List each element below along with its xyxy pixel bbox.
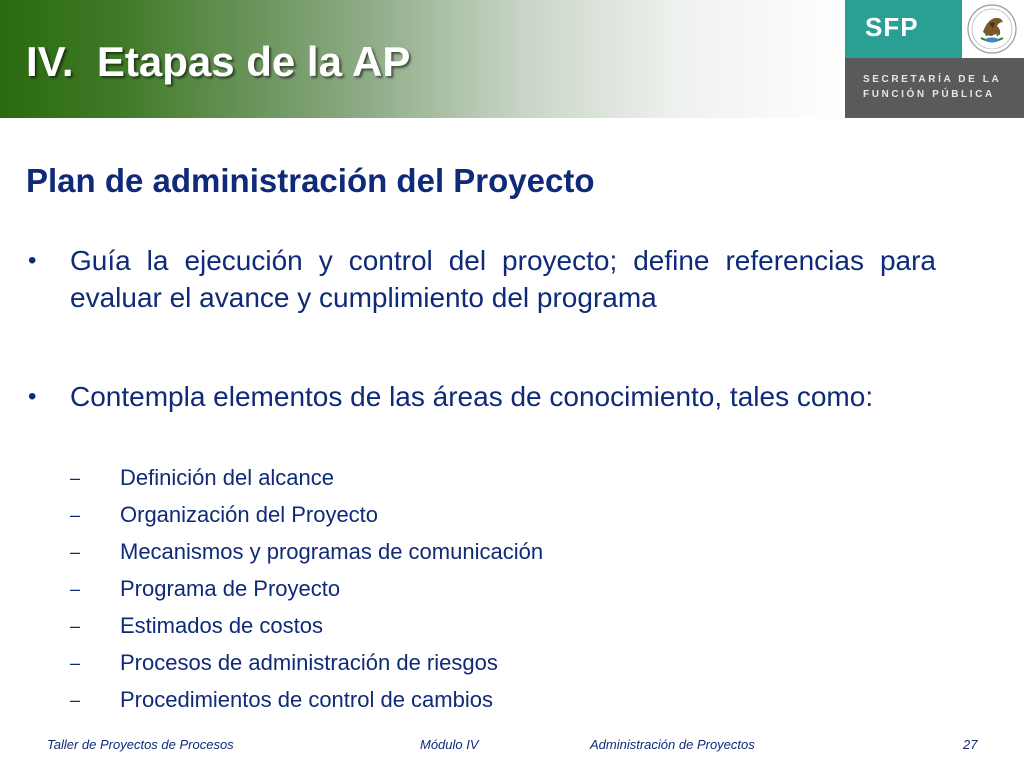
slide-title: IV. Etapas de la AP: [26, 38, 411, 85]
logo-line-2: FUNCIÓN PÚBLICA: [863, 89, 995, 100]
bullet-item: [28, 377, 936, 417]
bullet-text: Contempla elementos de las áreas de conocimiento, tales como:: [70, 381, 874, 412]
sub-item-text: Definición del alcance: [120, 465, 335, 490]
page-number: 27: [963, 737, 978, 752]
footer-module: Módulo IV: [420, 737, 479, 752]
sub-item-text: Procesos de administración de riesgos: [120, 650, 498, 675]
sub-item-text: Organización del Proyecto: [120, 502, 379, 527]
bullet-item: [28, 242, 936, 316]
logo-line-1: SECRETARÍA DE LA: [863, 74, 1002, 85]
sub-item-text: Mecanismos y programas de comunicación: [120, 539, 544, 564]
sub-item: [70, 649, 498, 677]
footer-subject: Administración de Proyectos: [590, 737, 755, 752]
sub-item: [70, 686, 493, 714]
bullet-marker: •: [28, 383, 37, 410]
sub-item: [70, 538, 544, 566]
sub-item-text: Programa de Proyecto: [120, 576, 341, 601]
sub-item-marker: –: [70, 690, 81, 710]
sub-item: [70, 501, 379, 529]
logo-bottom-panel: [845, 58, 1024, 118]
bullet-text: Guía la ejecución y control del proyecto; define referencias para evaluar el avance y cumplimiento del programa: [70, 245, 936, 313]
logo-top-panel: [845, 0, 1024, 58]
sfp-logo: [845, 0, 1024, 118]
sub-item: [70, 575, 341, 603]
bullet-marker: •: [28, 247, 37, 274]
slide-subtitle: Plan de administración del Proyecto: [26, 162, 595, 199]
sub-item-marker: –: [70, 505, 81, 525]
sub-item-text: Procedimientos de control de cambios: [120, 687, 493, 712]
sub-item-marker: –: [70, 616, 81, 636]
sub-item-marker: –: [70, 653, 81, 673]
sub-item-text: Estimados de costos: [120, 613, 323, 638]
logo-acronym: SFP: [865, 12, 919, 42]
sub-item-marker: –: [70, 579, 81, 599]
logo-acronym-box: [845, 0, 962, 58]
mexican-coat-of-arms-icon: [965, 2, 1019, 56]
sub-item-marker: –: [70, 542, 81, 562]
footer-course-title: Taller de Proyectos de Procesos: [47, 737, 234, 752]
sub-item: [70, 464, 335, 492]
sub-item: [70, 612, 323, 640]
sub-item-marker: –: [70, 468, 81, 488]
